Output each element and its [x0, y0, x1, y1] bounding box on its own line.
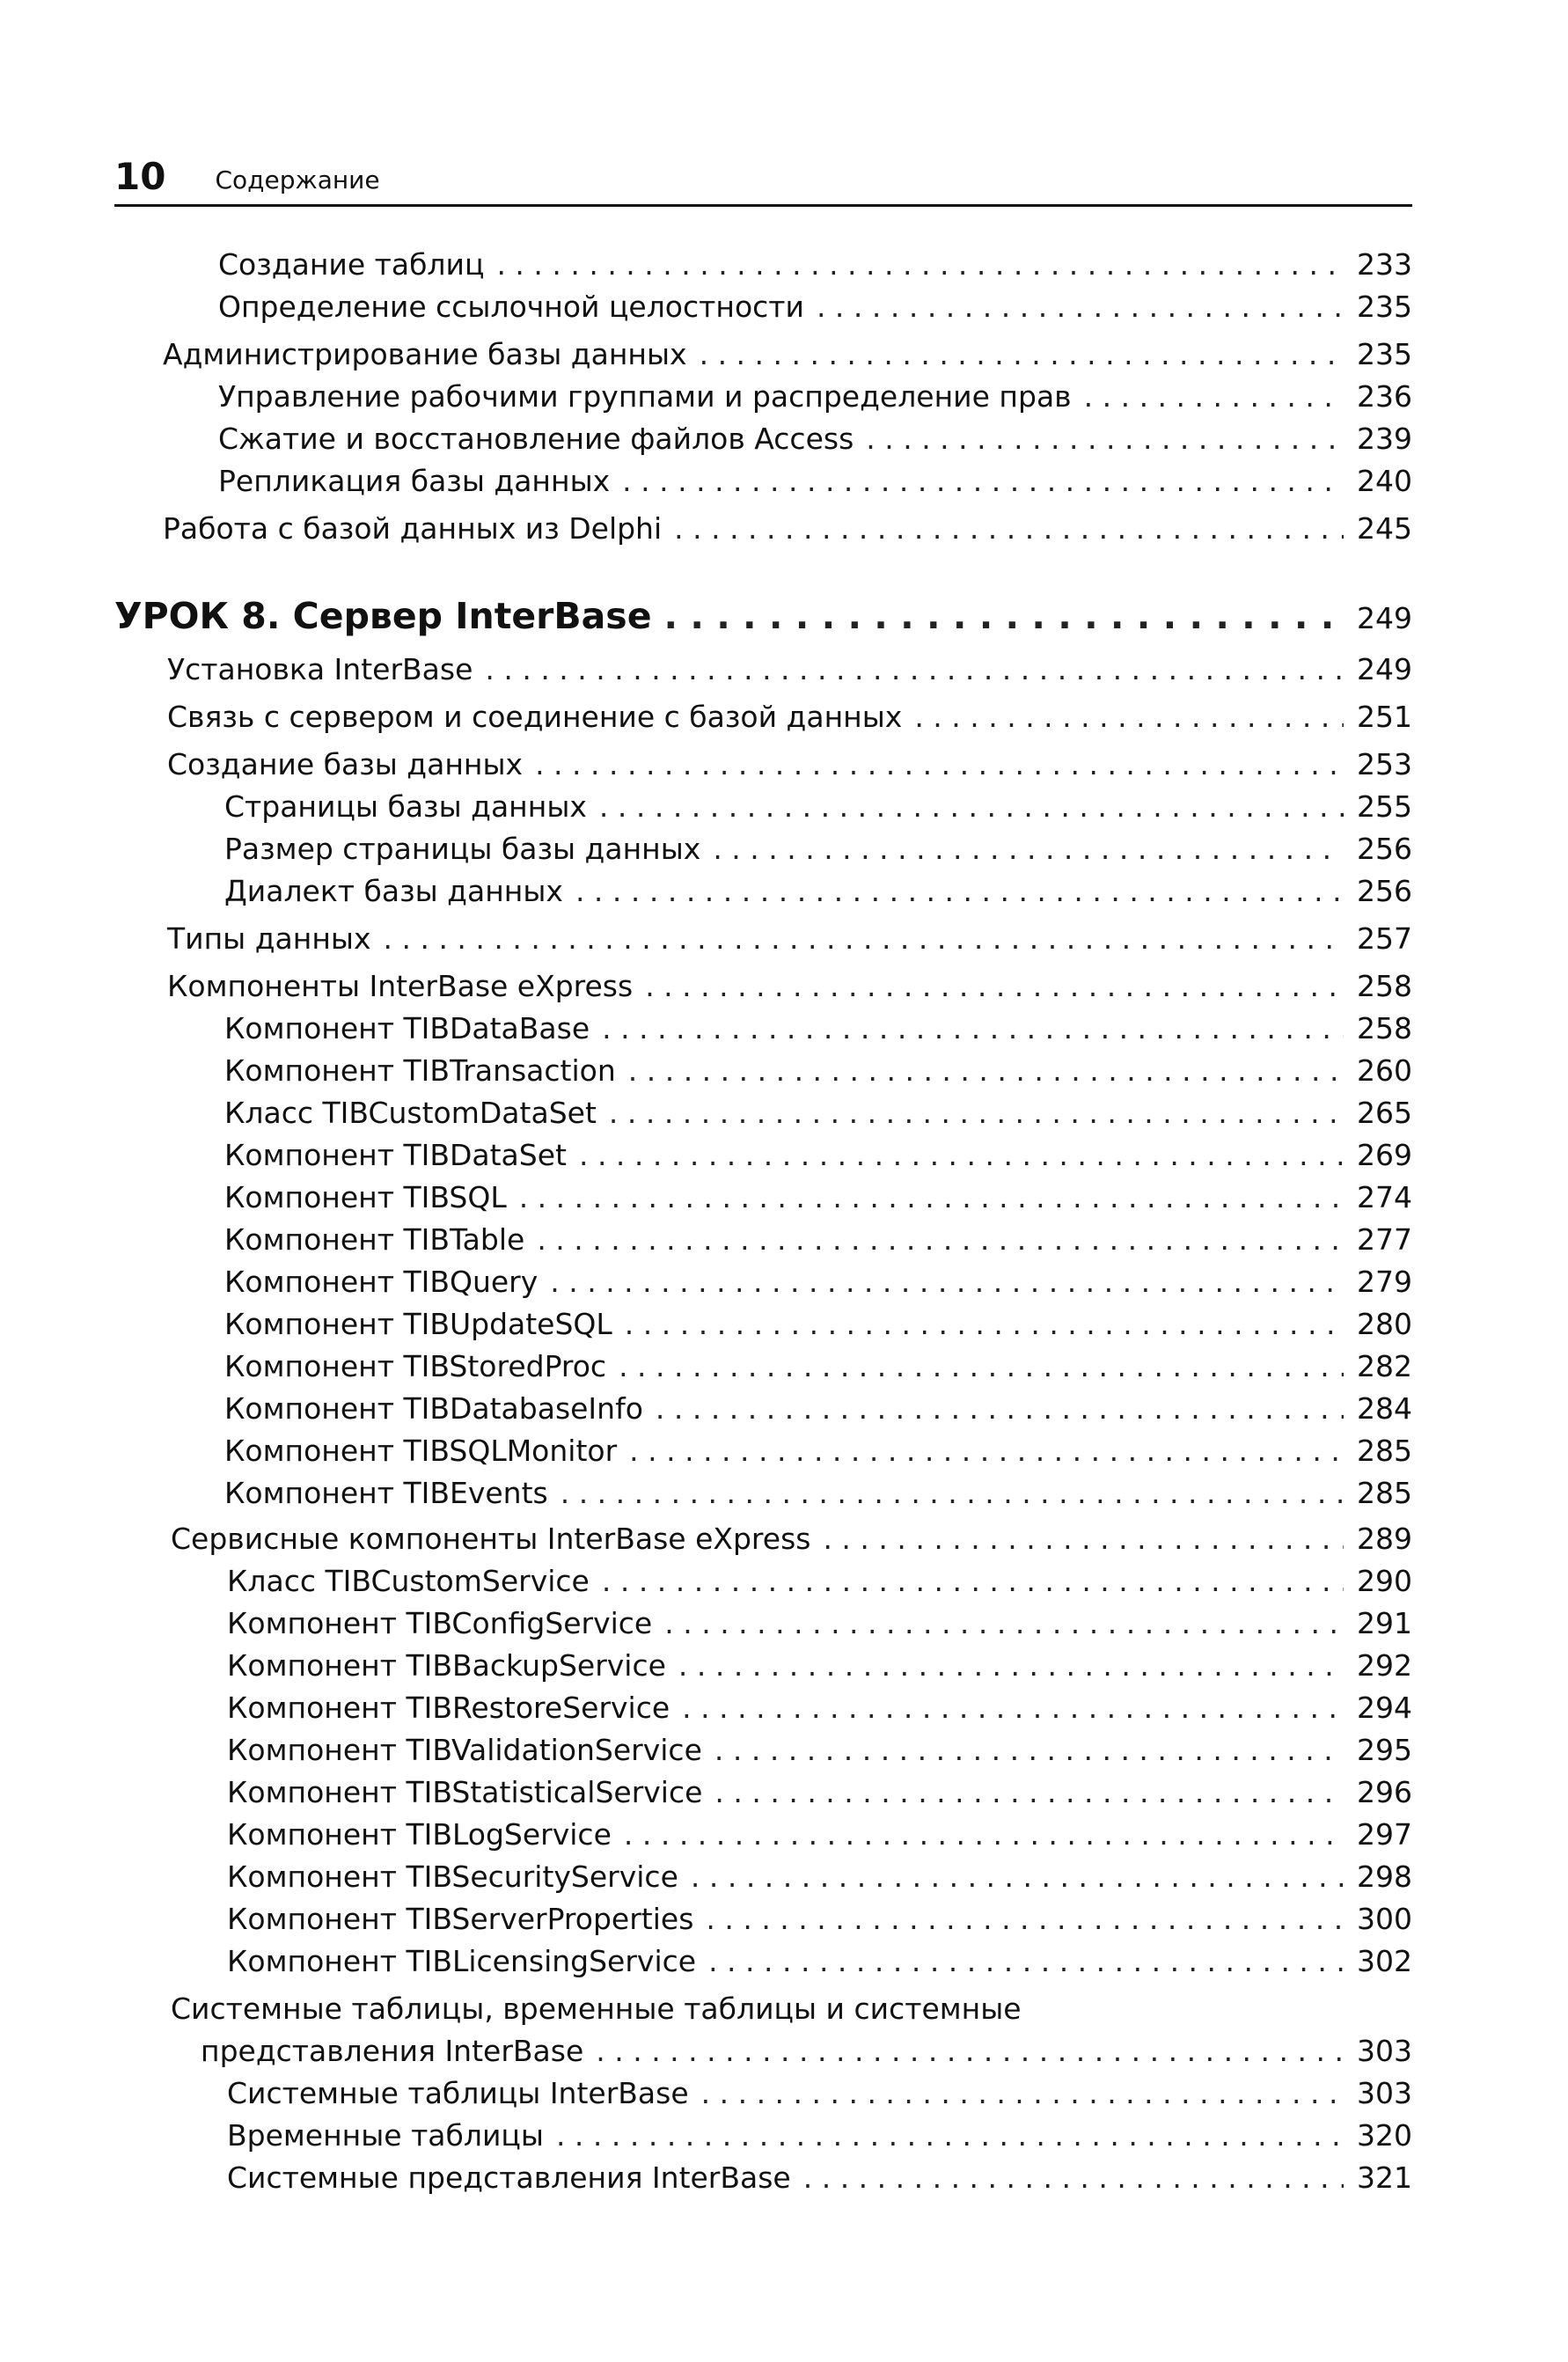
toc-entry-page: 284	[1357, 1391, 1412, 1426]
toc-entry-wrapped-first-line	[114, 1989, 1412, 2029]
toc-entry-title: Администрирование базы данных	[163, 337, 687, 371]
toc-entry-page: 239	[1357, 422, 1412, 456]
dot-leader	[866, 419, 1344, 459]
dot-leader	[914, 697, 1344, 737]
toc-entry	[114, 1177, 1412, 1218]
toc-entry	[114, 1473, 1412, 1514]
toc-entry	[114, 509, 1412, 549]
toc-entry-page: 295	[1357, 1733, 1412, 1767]
toc-entry	[114, 245, 1412, 285]
toc-entry-page: 297	[1357, 1817, 1412, 1852]
running-head-title: Содержание	[215, 165, 380, 194]
dot-leader	[519, 1177, 1344, 1218]
toc-entry-title: Установка InterBase	[167, 652, 473, 686]
toc-entry	[114, 2031, 1412, 2072]
toc-entry	[114, 919, 1412, 959]
toc-entry-page: 233	[1357, 247, 1412, 282]
dot-leader	[714, 1730, 1344, 1771]
toc-entry	[114, 1941, 1412, 1982]
toc-entry	[114, 787, 1412, 827]
toc-entry-title: Системные таблицы InterBase	[227, 2076, 689, 2110]
dot-leader	[602, 1009, 1344, 1049]
toc-entry-page: 255	[1357, 789, 1412, 824]
toc-entry	[114, 1815, 1412, 1855]
toc-entry-title: Компонент TIBTable	[224, 1222, 525, 1257]
toc-entry-page: 249	[1357, 652, 1412, 686]
toc-entry	[114, 1262, 1412, 1302]
toc-entry-title: Размер страницы базы данных	[224, 832, 701, 866]
toc-entry-title: Компонент TIBConfigService	[227, 1606, 653, 1640]
toc-entry-page: 291	[1357, 1606, 1412, 1640]
toc-entry	[114, 2073, 1412, 2114]
toc-entry-title: Страницы базы данных	[224, 789, 587, 824]
toc-entry-title: Компонент TIBBackupService	[227, 1648, 666, 1683]
toc-entry	[114, 829, 1412, 869]
toc-entry-title: Системные таблицы, временные таблицы и системные	[171, 1992, 1022, 2026]
toc-entry	[114, 1093, 1412, 1133]
toc-entry-title: Компонент TIBRestoreService	[227, 1691, 670, 1725]
toc-entry-page: 258	[1357, 969, 1412, 1003]
toc-entry	[114, 1346, 1412, 1387]
dot-leader	[599, 787, 1344, 827]
dot-leader	[550, 1262, 1344, 1302]
dot-leader	[656, 1389, 1344, 1429]
dot-leader	[708, 1941, 1344, 1982]
toc-entry-title: Класс TIBCustomDataSet	[224, 1096, 597, 1130]
dot-leader	[664, 593, 1345, 639]
dot-leader	[1084, 377, 1344, 417]
toc-lesson-heading	[114, 593, 1412, 642]
toc-entry-title: Сжатие и восстановление файлов Access	[218, 422, 854, 456]
toc-entry	[114, 1389, 1412, 1429]
toc-entry-page: 258	[1357, 1011, 1412, 1045]
toc-entry-title: Компонент TIBStatisticalService	[227, 1775, 703, 1809]
toc-entry-title: Создание таблиц	[218, 247, 485, 282]
toc-entry-title: Компонент TIBValidationService	[227, 1733, 702, 1767]
toc-entry-title: Компонент TIBDataSet	[224, 1138, 567, 1172]
toc-entry-page: 285	[1357, 1476, 1412, 1510]
dot-leader	[714, 1772, 1344, 1813]
toc-entry-title: Компонент TIBDatabaseInfo	[224, 1391, 643, 1426]
dot-leader	[625, 1304, 1344, 1345]
table-of-contents	[114, 0, 1412, 2362]
toc-entry-page: 292	[1357, 1648, 1412, 1683]
toc-entry-title: Компонент TIBLicensingService	[227, 1944, 697, 1978]
toc-entry	[114, 1857, 1412, 1897]
toc-entry	[114, 1135, 1412, 1176]
dot-leader	[682, 1688, 1344, 1728]
toc-entry	[114, 1730, 1412, 1771]
toc-entry	[114, 1646, 1412, 1686]
toc-entry-page: 251	[1357, 700, 1412, 734]
dot-leader	[537, 1220, 1344, 1260]
toc-entry	[114, 1688, 1412, 1728]
toc-entry-title: Управление рабочими группами и распределение прав	[218, 379, 1072, 414]
page-number: 10	[114, 155, 166, 198]
toc-entry-title: Определение ссылочной целостности	[218, 290, 804, 324]
dot-leader	[575, 871, 1344, 912]
dot-leader	[629, 1431, 1344, 1471]
toc-entry	[114, 1009, 1412, 1049]
dot-leader	[691, 1857, 1344, 1897]
dot-leader	[700, 334, 1344, 375]
toc-entry-page: 240	[1357, 464, 1412, 498]
toc-entry-page: 269	[1357, 1138, 1412, 1172]
dot-leader	[602, 1561, 1344, 1602]
toc-entry-title: представления InterBase	[201, 2034, 584, 2068]
dot-leader	[609, 1093, 1344, 1133]
dot-leader	[535, 745, 1344, 785]
toc-entry	[114, 1220, 1412, 1260]
toc-entry-page: 235	[1357, 337, 1412, 371]
toc-entry-title: Компоненты InterBase eXpress	[167, 969, 634, 1003]
toc-entry	[114, 287, 1412, 327]
toc-entry	[114, 1899, 1412, 1940]
toc-entry-page: 249	[1357, 601, 1412, 635]
toc-entry-title: Компонент TIBSQL	[224, 1180, 507, 1214]
toc-entry	[114, 1603, 1412, 1644]
toc-entry	[114, 377, 1412, 417]
toc-entry-page: 300	[1357, 1902, 1412, 1936]
toc-entry-title: Сервисные компоненты InterBase eXpress	[171, 1522, 811, 1556]
toc-entry	[114, 1519, 1412, 1559]
dot-leader	[628, 1051, 1344, 1091]
dot-leader	[556, 2116, 1344, 2156]
toc-entry-page: 296	[1357, 1775, 1412, 1809]
dot-leader	[706, 1899, 1344, 1940]
toc-entry-title: Компонент TIBLogService	[227, 1817, 612, 1852]
toc-entry-page: 289	[1357, 1522, 1412, 1556]
toc-entry	[114, 1304, 1412, 1345]
toc-entry-page: 256	[1357, 832, 1412, 866]
toc-entry	[114, 871, 1412, 912]
toc-entry-title: Работа с базой данных из Delphi	[163, 511, 663, 546]
toc-entry-page: 302	[1357, 1944, 1412, 1978]
toc-entry-page: 256	[1357, 874, 1412, 908]
toc-entry-page: 303	[1357, 2034, 1412, 2068]
dot-leader	[384, 919, 1345, 959]
dot-leader	[701, 2073, 1344, 2114]
toc-entry-page: 279	[1357, 1265, 1412, 1299]
toc-entry	[114, 745, 1412, 785]
toc-entry	[114, 1561, 1412, 1602]
toc-entry	[114, 461, 1412, 502]
toc-entry-title: Диалект базы данных	[224, 874, 563, 908]
toc-entry-page: 320	[1357, 2118, 1412, 2153]
toc-entry-title: Класс TIBCustomService	[227, 1564, 590, 1598]
toc-entry-title: Репликация базы данных	[218, 464, 611, 498]
toc-entry-page: 285	[1357, 1434, 1412, 1468]
toc-entry	[114, 1051, 1412, 1091]
dot-leader	[485, 649, 1344, 690]
dot-leader	[622, 461, 1344, 502]
toc-entry-title: Компонент TIBQuery	[224, 1265, 539, 1299]
toc-entry-page: 294	[1357, 1691, 1412, 1725]
dot-leader	[596, 2031, 1344, 2072]
toc-entry-title: Системные представления InterBase	[227, 2160, 791, 2195]
toc-entry-page: 274	[1357, 1180, 1412, 1214]
dot-leader	[645, 966, 1344, 1007]
dot-leader	[624, 1815, 1344, 1855]
toc-entry-title: Компонент TIBSQLMonitor	[224, 1434, 618, 1468]
dot-leader	[674, 509, 1344, 549]
toc-entry	[114, 334, 1412, 375]
toc-entry	[114, 2158, 1412, 2198]
toc-entry	[114, 697, 1412, 737]
dot-leader	[823, 1519, 1344, 1559]
dot-leader	[803, 2158, 1344, 2198]
toc-entry-title: Компонент TIBServerProperties	[227, 1902, 694, 1936]
toc-entry-page: 265	[1357, 1096, 1412, 1130]
toc-entry-page: 257	[1357, 921, 1412, 956]
toc-entry	[114, 966, 1412, 1007]
toc-entry-page: 277	[1357, 1222, 1412, 1257]
toc-entry-title: Компонент TIBTransaction	[224, 1053, 616, 1088]
dot-leader	[817, 287, 1344, 327]
dot-leader	[713, 829, 1344, 869]
toc-entry-page: 260	[1357, 1053, 1412, 1088]
dot-leader	[579, 1135, 1344, 1176]
dot-leader	[664, 1603, 1344, 1644]
toc-entry	[114, 2116, 1412, 2156]
toc-entry-title: Компонент TIBDataBase	[224, 1011, 590, 1045]
lesson-title: УРОК 8. Сервер InterBase	[114, 595, 652, 637]
toc-entry-title: Компонент TIBUpdateSQL	[224, 1307, 612, 1341]
toc-entry-page: 280	[1357, 1307, 1412, 1341]
toc-entry-title: Компонент TIBSecurityService	[227, 1860, 678, 1894]
toc-entry-page: 321	[1357, 2160, 1412, 2195]
toc-entry-title: Компонент TIBStoredProc	[224, 1349, 607, 1383]
dot-leader	[619, 1346, 1344, 1387]
toc-entry-page: 290	[1357, 1564, 1412, 1598]
dot-leader	[678, 1646, 1344, 1686]
toc-entry	[114, 1772, 1412, 1813]
toc-entry-page: 303	[1357, 2076, 1412, 2110]
toc-entry	[114, 649, 1412, 690]
toc-entry-page: 245	[1357, 511, 1412, 546]
toc-entry-page: 236	[1357, 379, 1412, 414]
toc-entry-title: Связь с сервером и соединение с базой данных	[167, 700, 903, 734]
dot-leader	[561, 1473, 1344, 1514]
toc-entry-page: 253	[1357, 747, 1412, 781]
toc-entry-title: Временные таблицы	[227, 2118, 544, 2153]
toc-entry-page: 235	[1357, 290, 1412, 324]
toc-entry-page: 282	[1357, 1349, 1412, 1383]
toc-entry	[114, 419, 1412, 459]
dot-leader	[496, 245, 1344, 285]
toc-entry-title: Компонент TIBEvents	[224, 1476, 548, 1510]
toc-entry-title: Создание базы данных	[167, 747, 524, 781]
toc-entry-page: 298	[1357, 1860, 1412, 1894]
toc-entry	[114, 1431, 1412, 1471]
toc-entry-title: Типы данных	[167, 921, 371, 956]
